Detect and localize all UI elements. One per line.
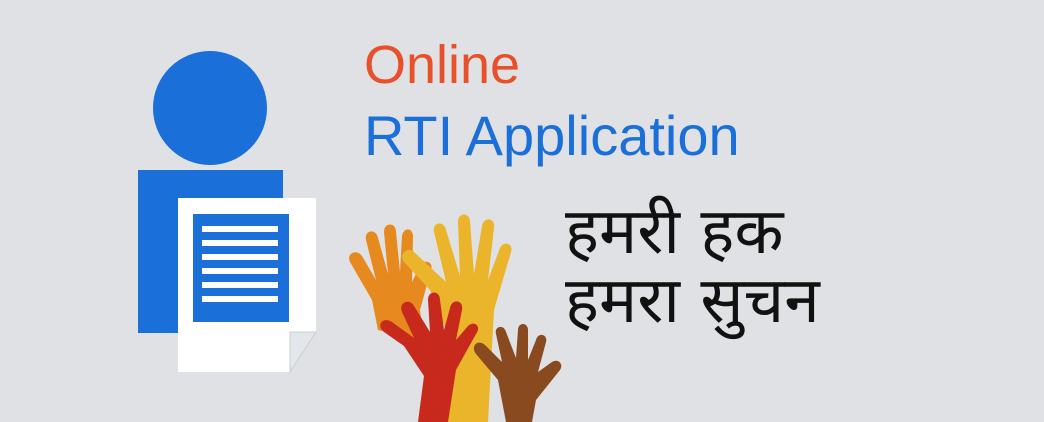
person-document-icon: [138, 51, 316, 372]
title-online: Online: [364, 35, 521, 95]
person-head: [153, 51, 267, 165]
tagline-line1: हमरी हक: [565, 195, 784, 269]
title-rti-application: RTI Application: [364, 104, 740, 167]
hindi-tagline: [565, 195, 820, 339]
tagline-line2: हमरा सुचन: [565, 264, 820, 339]
raised-hands-illustration: [349, 215, 561, 422]
document-fold: [290, 332, 316, 372]
